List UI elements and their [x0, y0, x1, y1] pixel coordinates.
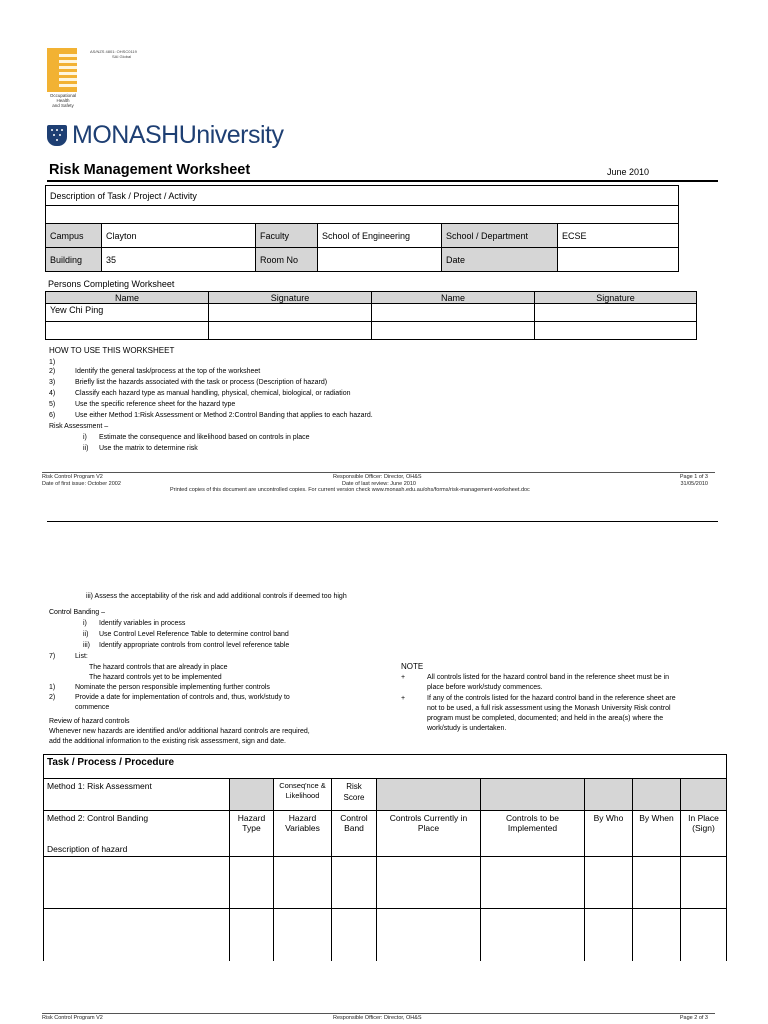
- control-banding-section: [49, 608, 389, 747]
- note-item: [401, 673, 721, 694]
- footer2-officer: Responsible Officer: Director, OH&S: [333, 1015, 422, 1021]
- page-title: Risk Management Worksheet: [49, 162, 251, 178]
- review-line: [49, 737, 389, 747]
- faculty-value[interactable]: School of Engineering: [318, 224, 442, 248]
- howto-item-number: 4): [49, 390, 56, 397]
- persons-header-signature: Signature: [209, 292, 372, 304]
- note-section: [401, 662, 721, 738]
- hazard-table: [43, 754, 727, 961]
- persons-label: Persons Completing Worksheet: [48, 279, 175, 289]
- method1-label: Method 1: Risk Assessment: [44, 779, 230, 811]
- footer2-divider: [42, 1013, 715, 1014]
- step-item: [49, 703, 389, 717]
- hazard-cell[interactable]: [230, 909, 274, 961]
- hazard-cell[interactable]: [377, 909, 481, 961]
- document-date: June 2010: [607, 167, 650, 177]
- ohs-line: Health: [56, 98, 70, 103]
- risk-score-header: Risk Score: [332, 779, 377, 811]
- task-details-table: [45, 185, 679, 272]
- howto-item-number: 6): [49, 412, 56, 419]
- hazard-cell[interactable]: [681, 909, 727, 961]
- method2-label: Method 2: Control Banding: [47, 813, 149, 823]
- persons-table: [45, 291, 697, 340]
- cb-item: [49, 641, 389, 652]
- hazard-variables-header: Hazard Variables: [274, 811, 332, 857]
- ohs-caption: [47, 93, 79, 108]
- risk-sub-item-iii: iii) Assess the acceptability of the risk and add additional controls if deemed too high: [86, 593, 347, 600]
- list-item-7: [49, 652, 389, 663]
- risk-sub-number: ii): [83, 445, 89, 452]
- person-signature-cell[interactable]: [209, 304, 372, 322]
- step-text: Nominate the person responsible implementing further controls: [75, 684, 270, 691]
- footer-last-review: Date of last review: June 2010: [342, 480, 416, 487]
- list-number: 7): [49, 653, 56, 660]
- cb-item-text: Identify appropriate controls from control level reference table: [99, 642, 290, 649]
- by-who-header: By Who: [585, 811, 633, 857]
- note-bullet: +: [401, 695, 406, 702]
- hazard-cell[interactable]: [332, 909, 377, 961]
- note-heading: [401, 662, 721, 673]
- hazard-cell[interactable]: [230, 857, 274, 909]
- review-label-text: Review of hazard controls: [49, 718, 130, 725]
- footer2-program: Risk Control Program V2: [42, 1015, 103, 1021]
- controls-to-implement-header: Controls to be Implemented: [481, 811, 585, 857]
- cb-item-number: iii): [83, 642, 90, 649]
- control-banding-text: Control Banding –: [49, 609, 106, 616]
- footer-divider: [42, 472, 715, 473]
- page-break: [47, 521, 718, 522]
- method1-grey-cell: [585, 779, 633, 811]
- note-bullet: +: [401, 674, 406, 681]
- risk-assessment-text: Risk Assessment –: [49, 423, 109, 430]
- person-name-cell[interactable]: [372, 304, 535, 322]
- date-value[interactable]: [558, 248, 679, 272]
- footer-program: Risk Control Program V2: [42, 474, 103, 480]
- campus-value[interactable]: Clayton: [102, 224, 256, 248]
- certification-badge: [47, 48, 77, 92]
- persons-header-signature: Signature: [535, 292, 697, 304]
- list-label: List:: [75, 653, 88, 660]
- howto-item: [49, 358, 449, 367]
- hazard-cell[interactable]: [585, 909, 633, 961]
- howto-list: [49, 358, 449, 455]
- control-band-header: Control Band: [332, 811, 377, 857]
- method1-grey-cell: [230, 779, 274, 811]
- hazard-cell[interactable]: [332, 857, 377, 909]
- ohs-line: Occupational: [49, 93, 77, 98]
- hazard-cell[interactable]: [633, 857, 681, 909]
- note-line: All controls listed for the hazard control band in the reference sheet must be in: [427, 674, 670, 681]
- task-description-field[interactable]: [46, 206, 679, 224]
- footer2-page-number: Page 2 of 3: [679, 1015, 708, 1021]
- list-sub-item: [49, 663, 389, 673]
- person-signature-cell[interactable]: [535, 322, 697, 340]
- risk-sub-text: Estimate the consequence and likelihood based on controls in place: [99, 434, 310, 441]
- cb-item: [49, 619, 389, 630]
- hazard-cell[interactable]: [44, 857, 230, 909]
- hazard-cell[interactable]: [481, 857, 585, 909]
- howto-item-text: Use either Method 1:Risk Assessment or Method 2:Control Banding that applies to each hazard.: [75, 412, 373, 419]
- building-value[interactable]: 35: [102, 248, 256, 272]
- footer-officer: Responsible Officer: Director, OH&S: [333, 474, 422, 480]
- step-item: [49, 683, 389, 693]
- monash-crest-icon: [47, 125, 67, 146]
- list-sub-text: The hazard controls yet to be implemented: [89, 674, 222, 681]
- risk-sub-text: Use the matrix to determine risk: [99, 445, 198, 452]
- step-text: commence: [75, 704, 110, 711]
- howto-item-text: Classify each hazard type as manual handling, physical, chemical, biological, or radiation: [75, 390, 351, 397]
- risk-sub-item: [49, 433, 449, 444]
- in-place-header: In Place (Sign): [681, 811, 727, 857]
- footer-first-issue: Date of first issue: October 2002: [42, 480, 121, 487]
- hazard-cell[interactable]: [585, 857, 633, 909]
- cert-line: SAI Global: [112, 54, 132, 59]
- footer-page-number: Page 1 of 3: [679, 474, 708, 480]
- step-number: 1): [49, 684, 56, 691]
- footer-date: 31/05/2010: [680, 480, 708, 487]
- task-description-label: Description of Task / Project / Activity: [46, 186, 679, 206]
- step-number: 2): [49, 694, 56, 701]
- footer-left: [42, 474, 121, 487]
- method1-grey-cell: [481, 779, 585, 811]
- method2-cell: [44, 811, 230, 857]
- monash-logo: [72, 121, 283, 150]
- method1-grey-cell: [681, 779, 727, 811]
- risk-sub-item: [49, 444, 449, 455]
- note-line: work/study is undertaken.: [427, 725, 507, 732]
- note-label: NOTE: [401, 662, 424, 671]
- list-sub-item: [49, 673, 389, 683]
- title-divider: [47, 180, 718, 182]
- task-process-heading: Task / Process / Procedure: [44, 755, 727, 779]
- step-text: Provide a date for implementation of controls and, thus, work/study to: [75, 694, 290, 701]
- howto-item: [49, 389, 449, 400]
- persons-header-name: Name: [372, 292, 535, 304]
- cb-item: [49, 630, 389, 641]
- list-sub-text: The hazard controls that are already in place: [89, 664, 228, 671]
- footer-uncontrolled-note: Printed copies of this document are uncontrolled copies. For current version check www.monash.edu.au/ohs/forms/risk-management-worksheet.doc: [170, 487, 530, 493]
- hazard-cell[interactable]: [274, 909, 332, 961]
- risk-sub-number: i): [83, 434, 87, 441]
- faculty-label: Faculty: [256, 224, 318, 248]
- campus-label: Campus: [46, 224, 102, 248]
- note-line: place before work/study commences.: [427, 684, 543, 691]
- control-banding-label: [49, 608, 389, 619]
- consequence-likelihood-header: Conseq'nce & Likelihood: [274, 779, 332, 811]
- hazard-type-header: Hazard Type: [230, 811, 274, 857]
- person-name-cell[interactable]: [46, 322, 209, 340]
- ohs-line: and Safety: [52, 103, 74, 108]
- cb-item-number: i): [83, 620, 87, 627]
- school-label: School / Department: [442, 224, 558, 248]
- review-line: [49, 727, 389, 737]
- cb-item-text: Identify variables in process: [99, 620, 186, 627]
- person-name-cell[interactable]: Yew Chi Ping: [46, 304, 209, 322]
- description-of-hazard-label: Description of hazard: [47, 844, 128, 854]
- note-line: not to be used, a full risk assessment using the Monash University Risk control: [427, 705, 671, 712]
- howto-item-number: 3): [49, 379, 56, 386]
- note-line: program must be completed, documented; and held in the area(s) where the: [427, 715, 664, 722]
- persons-header-name: Name: [46, 292, 209, 304]
- logo-word-university: University: [178, 121, 284, 149]
- logo-word-monash: MONASH: [72, 121, 179, 149]
- hazard-cell[interactable]: [681, 857, 727, 909]
- note-item: [401, 694, 721, 738]
- cb-item-text: Use Control Level Reference Table to determine control band: [99, 631, 289, 638]
- controls-current-header: Controls Currently in Place: [377, 811, 481, 857]
- date-label: Date: [442, 248, 558, 272]
- room-label: Room No: [256, 248, 318, 272]
- footer-right: [640, 474, 708, 487]
- school-value[interactable]: ECSE: [558, 224, 679, 248]
- hazard-cell[interactable]: [481, 909, 585, 961]
- howto-item: [49, 400, 449, 411]
- hazard-cell[interactable]: [633, 909, 681, 961]
- footer-center: [333, 474, 422, 487]
- howto-item-text: Briefly list the hazards associated with the task or process (Description of hazard): [75, 379, 328, 386]
- howto-item-number: 2): [49, 368, 56, 375]
- method1-grey-cell: [633, 779, 681, 811]
- method1-grey-cell: [377, 779, 481, 811]
- howto-item-number: 5): [49, 401, 56, 408]
- review-line-text: add the additional information to the existing risk assessment, sign and date.: [49, 738, 286, 745]
- hazard-cell[interactable]: [274, 857, 332, 909]
- howto-item-text: Identify the general task/process at the top of the worksheet: [75, 368, 261, 375]
- by-when-header: By When: [633, 811, 681, 857]
- person-signature-cell[interactable]: [209, 322, 372, 340]
- note-line: If any of the controls listed for the hazard control band in the reference sheet are: [427, 695, 676, 702]
- howto-heading: HOW TO USE THIS WORKSHEET: [49, 346, 175, 355]
- risk-assessment-label: [49, 422, 449, 433]
- howto-item: [49, 411, 449, 422]
- cert-line: AS/NZS 4801: OHSC0119: [90, 49, 137, 54]
- howto-item-number: 1): [49, 359, 56, 366]
- room-value[interactable]: [318, 248, 442, 272]
- person-name-cell[interactable]: [372, 322, 535, 340]
- hazard-cell[interactable]: [377, 857, 481, 909]
- howto-item: [49, 378, 449, 389]
- hazard-cell[interactable]: [44, 909, 230, 961]
- certification-text: [90, 49, 137, 59]
- review-label: [49, 717, 389, 727]
- person-signature-cell[interactable]: [535, 304, 697, 322]
- review-line-text: Whenever new hazards are identified and/or additional hazard controls are required,: [49, 728, 310, 735]
- howto-item: [49, 367, 449, 378]
- cb-item-number: ii): [83, 631, 89, 638]
- building-label: Building: [46, 248, 102, 272]
- howto-item-text: Use the specific reference sheet for the hazard type: [75, 401, 236, 408]
- step-item: [49, 693, 389, 703]
